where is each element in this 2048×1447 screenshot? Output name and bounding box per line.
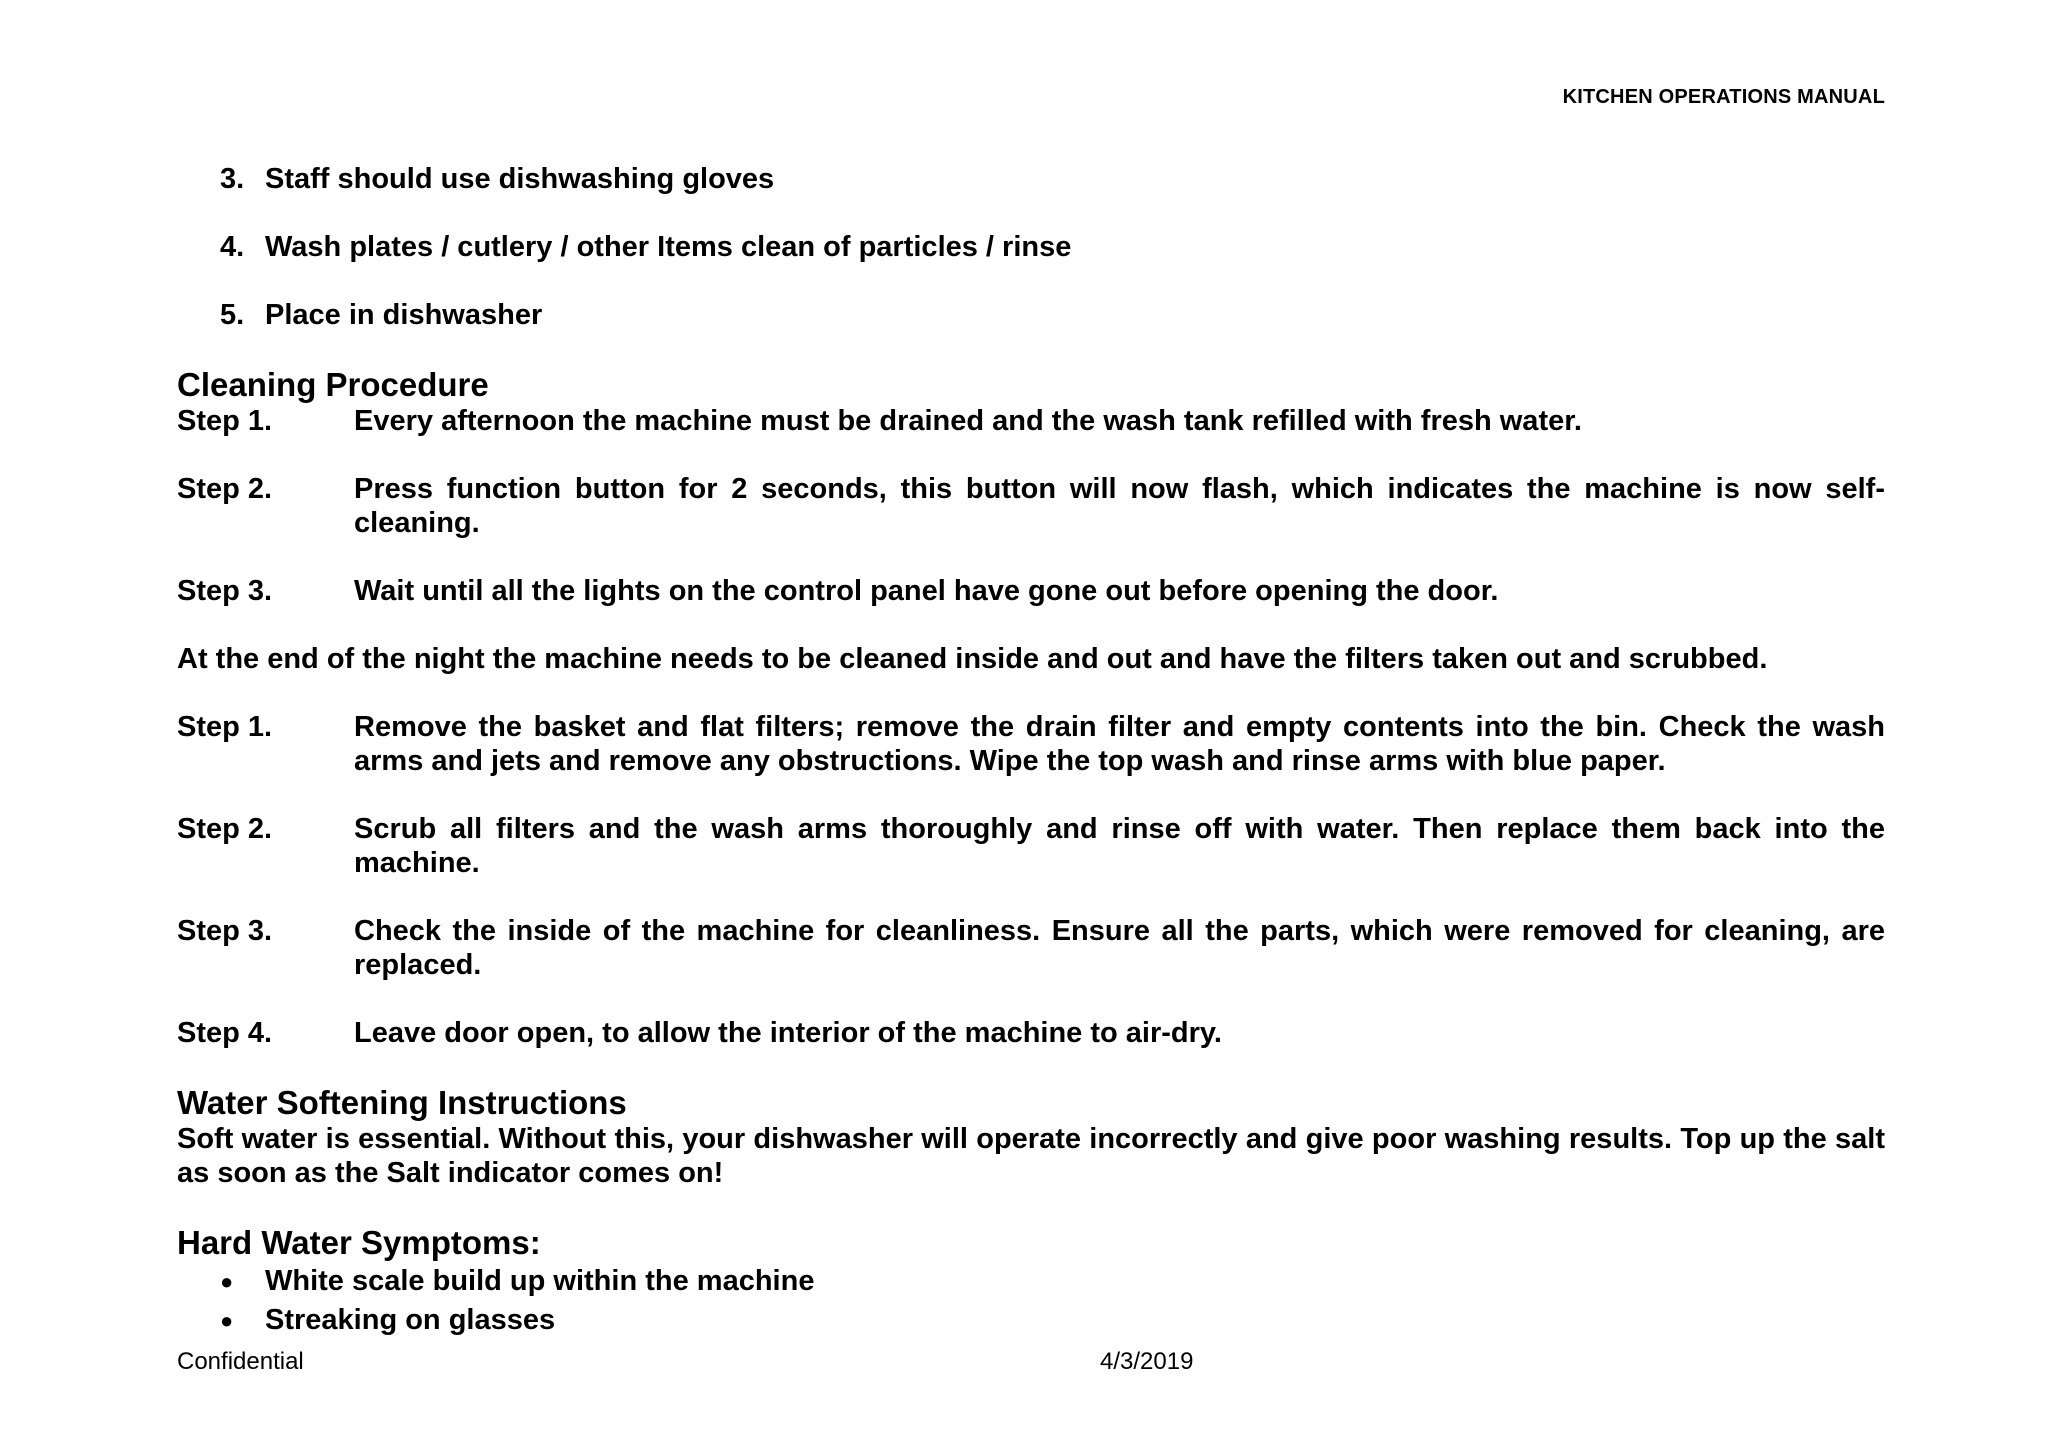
afternoon-step: [177, 472, 1885, 540]
list-item-text: Wash plates / cutlery / other Items clean of particles / rinse: [265, 231, 1072, 263]
footer-date: 4/3/2019: [1100, 1348, 1194, 1375]
list-item-text: Staff should use dishwashing gloves: [265, 163, 775, 195]
afternoon-step: [177, 574, 1885, 608]
list-item: [220, 230, 1885, 264]
step-label: Step 3.: [177, 575, 273, 607]
step-label: Step 1.: [177, 711, 273, 743]
night-step: [177, 710, 1885, 778]
step-label: Step 1.: [177, 405, 273, 437]
night-step: [177, 812, 1885, 880]
bullet-icon: ●: [220, 1308, 234, 1333]
water-softening-heading: Water Softening Instructions: [177, 1084, 627, 1121]
step-text: Press function button for 2 seconds, this button will now flash, which indicates the machine is now self-cleaning.: [354, 473, 1885, 539]
hard-water-heading: Hard Water Symptoms:: [177, 1224, 541, 1261]
step-text: Scrub all filters and the wash arms thoroughly and rinse off with water. Then replace them back into the machine.: [354, 813, 1885, 879]
step-text: Leave door open, to allow the interior of the machine to air-dry.: [354, 1017, 1222, 1049]
afternoon-step: [177, 404, 1885, 438]
step-label: Step 4.: [177, 1017, 273, 1049]
night-step: [177, 914, 1885, 982]
night-step: [177, 1016, 1885, 1050]
step-text: Remove the basket and flat filters; remove the drain filter and empty contents into the bin. Check the wash arms and jets and remove any obstructions. Wipe the top wash and rinse arms with blue paper.: [354, 711, 1885, 777]
page-content: [177, 162, 1885, 1340]
bullet-item: [220, 1301, 1885, 1340]
list-item-text: Place in dishwasher: [265, 299, 543, 331]
cleaning-procedure-heading: Cleaning Procedure: [177, 366, 489, 403]
list-number: 4.: [220, 231, 245, 263]
list-number: 5.: [220, 299, 245, 331]
night-cleaning-note: At the end of the night the machine needs to be cleaned inside and out and have the filters taken out and scrubbed.: [177, 643, 1768, 675]
hard-water-bullet-list: [220, 1262, 1885, 1340]
step-text: Every afternoon the machine must be drained and the wash tank refilled with fresh water.: [354, 405, 1582, 437]
list-number: 3.: [220, 163, 245, 195]
bullet-icon: ●: [220, 1269, 234, 1294]
intro-numbered-list: [220, 162, 1885, 332]
step-label: Step 3.: [177, 915, 273, 947]
step-label: Step 2.: [177, 813, 273, 845]
footer-confidential: Confidential: [177, 1348, 304, 1375]
bullet-text: Streaking on glasses: [265, 1304, 556, 1336]
step-text: Check the inside of the machine for cleanliness. Ensure all the parts, which were removed for cleaning, are replaced.: [354, 915, 1885, 981]
bullet-item: [220, 1262, 1885, 1301]
bullet-text: White scale build up within the machine: [265, 1265, 815, 1297]
water-softening-text: Soft water is essential. Without this, your dishwasher will operate incorrectly and give poor washing results. Top up the salt as soon as the Salt indicator comes on!: [177, 1123, 1885, 1189]
list-item: [220, 298, 1885, 332]
step-text: Wait until all the lights on the control panel have gone out before opening the door.: [354, 575, 1499, 607]
page-header: KITCHEN OPERATIONS MANUAL: [1562, 86, 1885, 108]
list-item: [220, 162, 1885, 196]
step-label: Step 2.: [177, 473, 273, 505]
